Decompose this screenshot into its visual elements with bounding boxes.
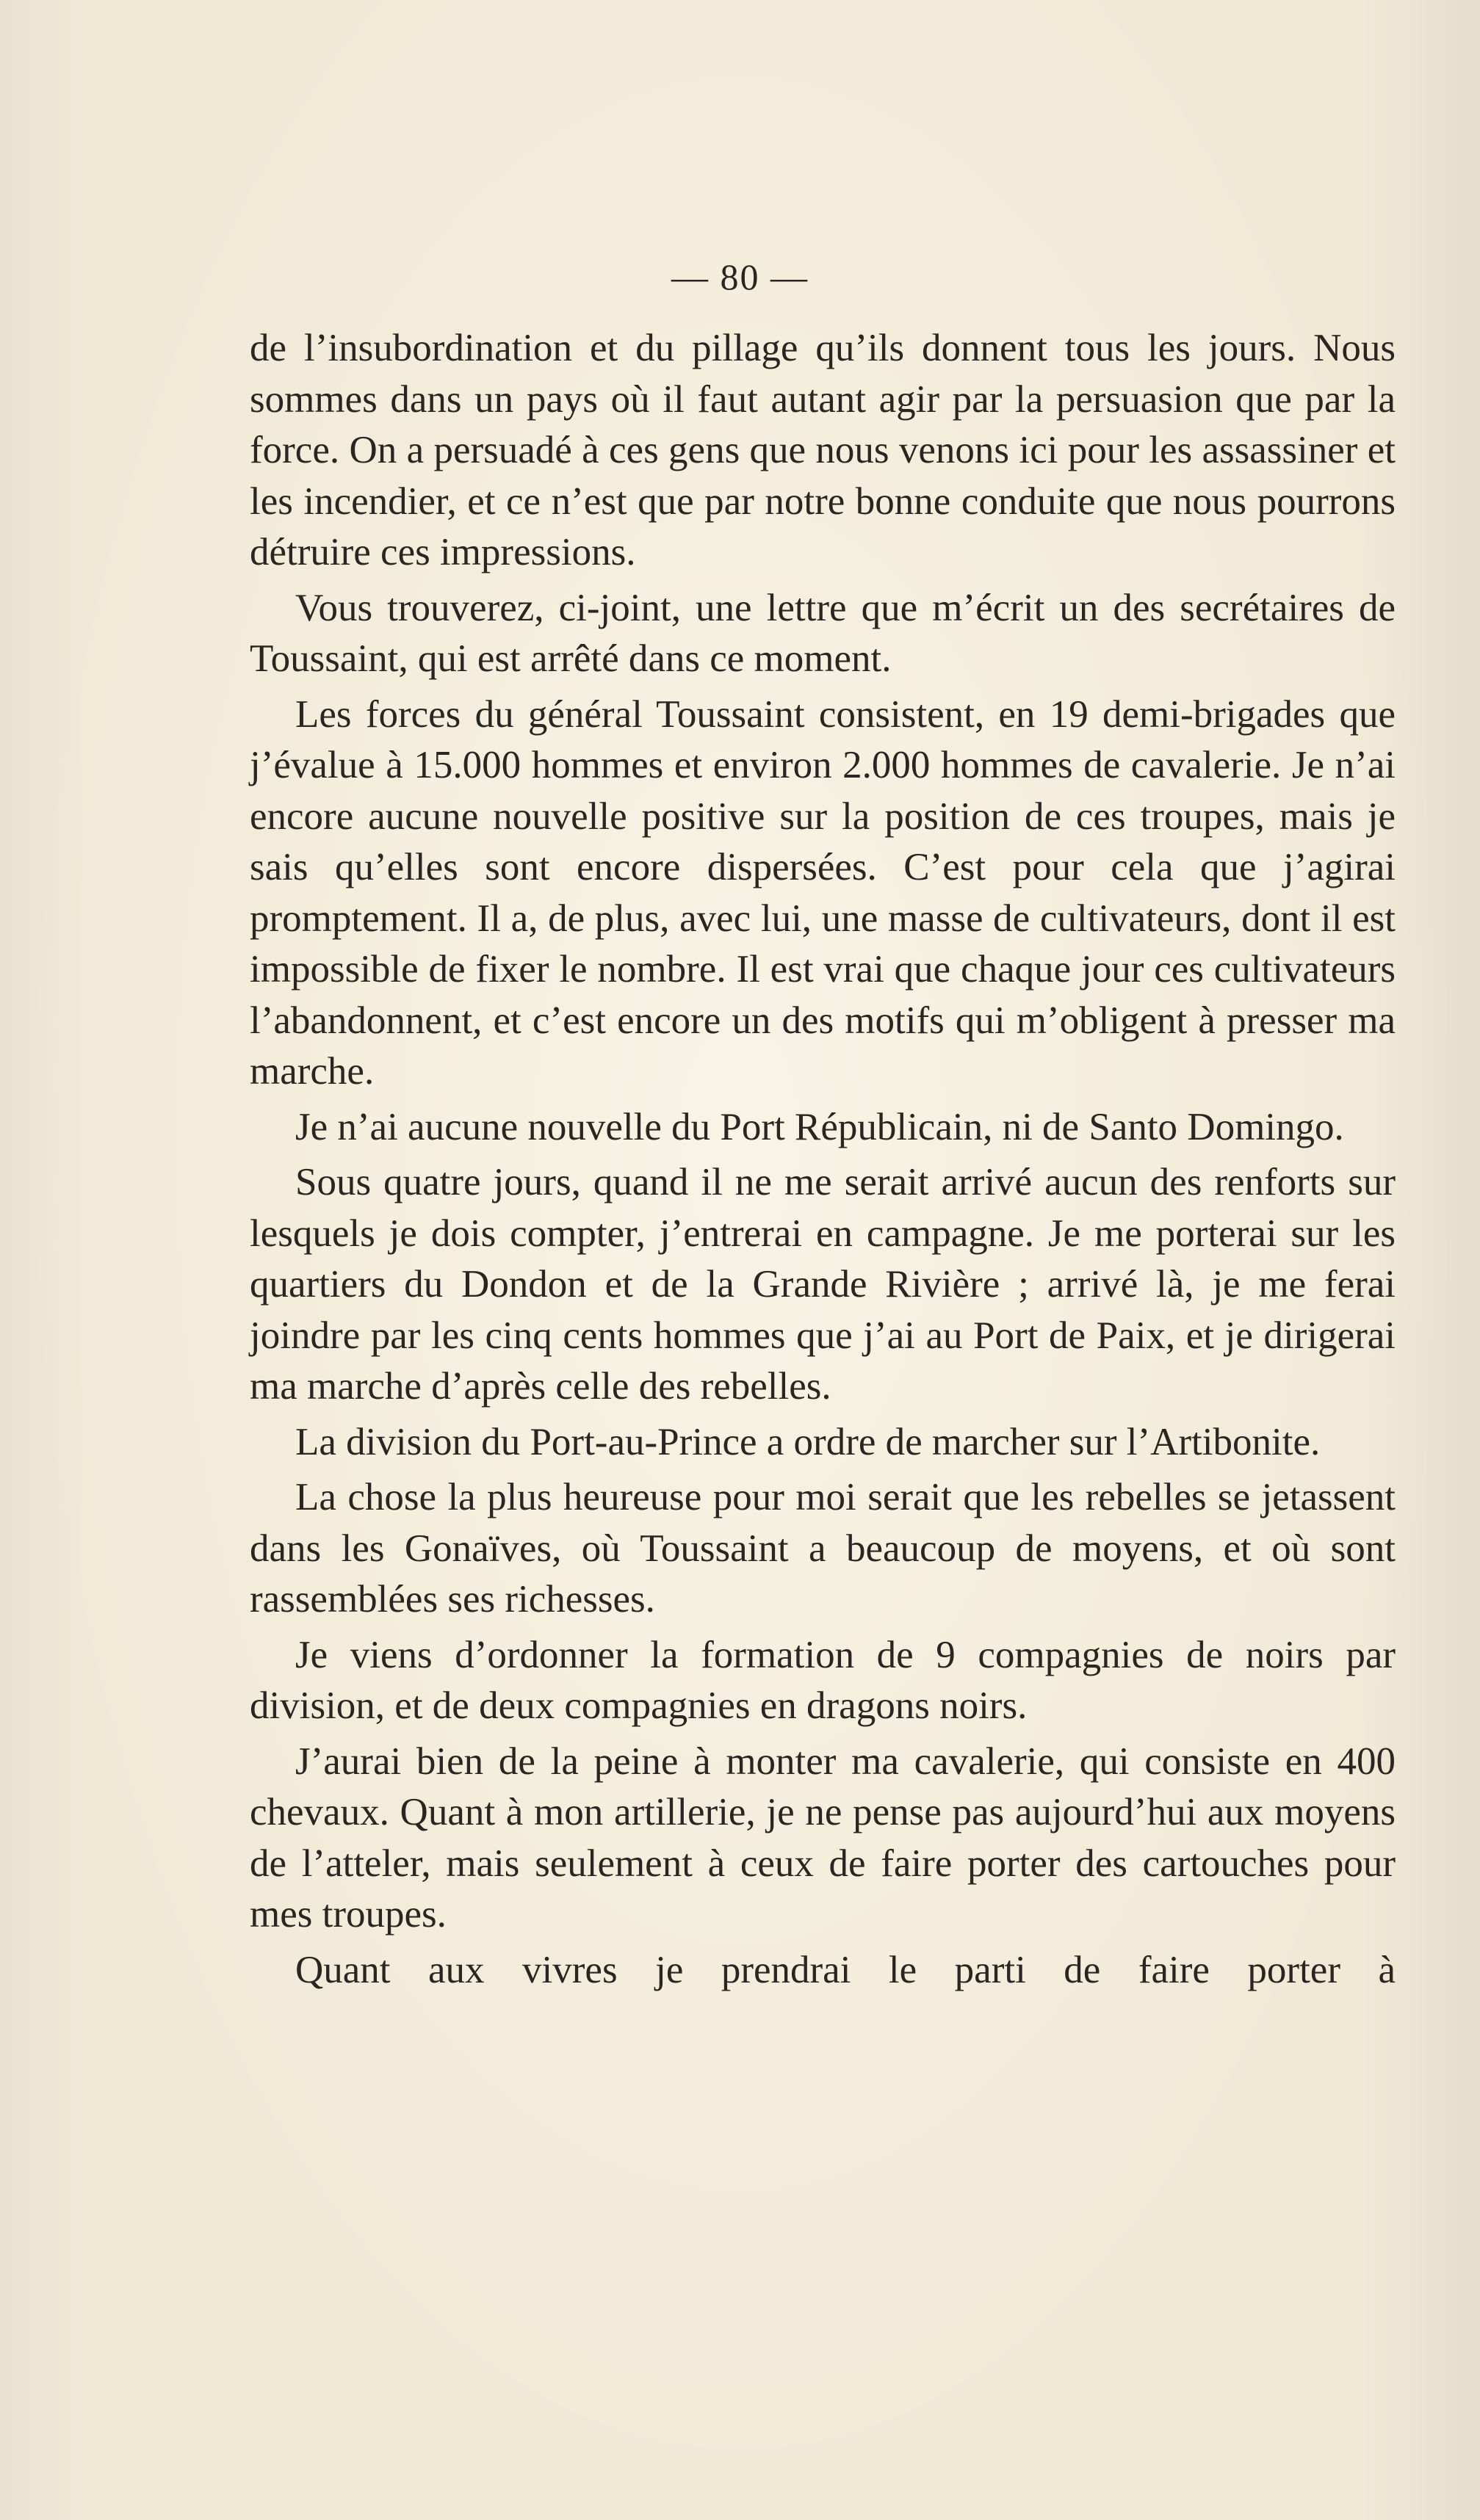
paragraph: Je n’ai aucune nouvelle du Port Républicain, ni de Santo Domingo. [295,1105,1344,1148]
paragraph: Les forces du général Toussaint consistent, en 19 demi-brigades que j’évalue à 15.000 hommes et environ 2.000 hommes de cavalerie. Je n’ai encore aucune nouvelle positive sur la position de ces troupes, mais je sais qu’elles sont encore dispersées. C’est pour cela que j’agirai promptement. Il a, de plus, avec lui, une masse de cultivateurs, dont il est impossible de fixer le nombre. Il est vrai que chaque jour ces cultivateurs l’abandonnent, et c’est encore un des motifs qui m’obligent à presser ma marche. [250,692,1396,1093]
paragraph: La division du Port-au-Prince a ordre de marcher sur l’Artibonite. [295,1420,1321,1463]
paragraph: Je viens d’ordonner la formation de 9 compagnies de noirs par division, et de deux compagnies en dragons noirs. [250,1633,1396,1727]
paragraph: Sous quatre jours, quand il ne me serait arrivé aucun des renforts sur lesquels je dois compter, j’entrerai en campagne. Je me porterai sur les quartiers du Dondon et de la Grande Rivière ; arrivé là, je me ferai joindre par les cinq cents hommes que j’ai au Port de Paix, et je dirigerai ma marche d’après celle des rebelles. [250,1161,1396,1408]
paragraph: Quant aux vivres je prendrai le parti de faire porter à [295,1948,1396,1991]
paragraph: J’aurai bien de la peine à monter ma cavalerie, qui consiste en 400 chevaux. Quant à mon artillerie, je ne pense pas aujourd’hui aux moyens de l’atteler, mais seulement à ceux de faire porter des cartouches pour mes troupes. [250,1739,1396,1936]
paragraph: de l’insubordination et du pillage qu’ils donnent tous les jours. Nous sommes dans un pays où il faut autant agir par la persuasion que par la force. On a persuadé à ces gens que nous venons ici pour les assassiner et les incendier, et ce n’est que par notre bonne conduite que nous pourrons détruire ces impressions. [250,327,1396,573]
paragraph: Vous trouverez, ci-joint, une lettre que m’écrit un des secrétaires de Toussaint, qui est arrêté dans ce moment. [250,586,1396,680]
page-number: — 80 — [671,256,809,297]
body-text [250,323,1396,2000]
paragraph: La chose la plus heureuse pour moi serait que les rebelles se jetassent dans les Gonaïves, où Toussaint a beaucoup de moyens, et où sont rassemblées ses richesses. [250,1476,1396,1621]
